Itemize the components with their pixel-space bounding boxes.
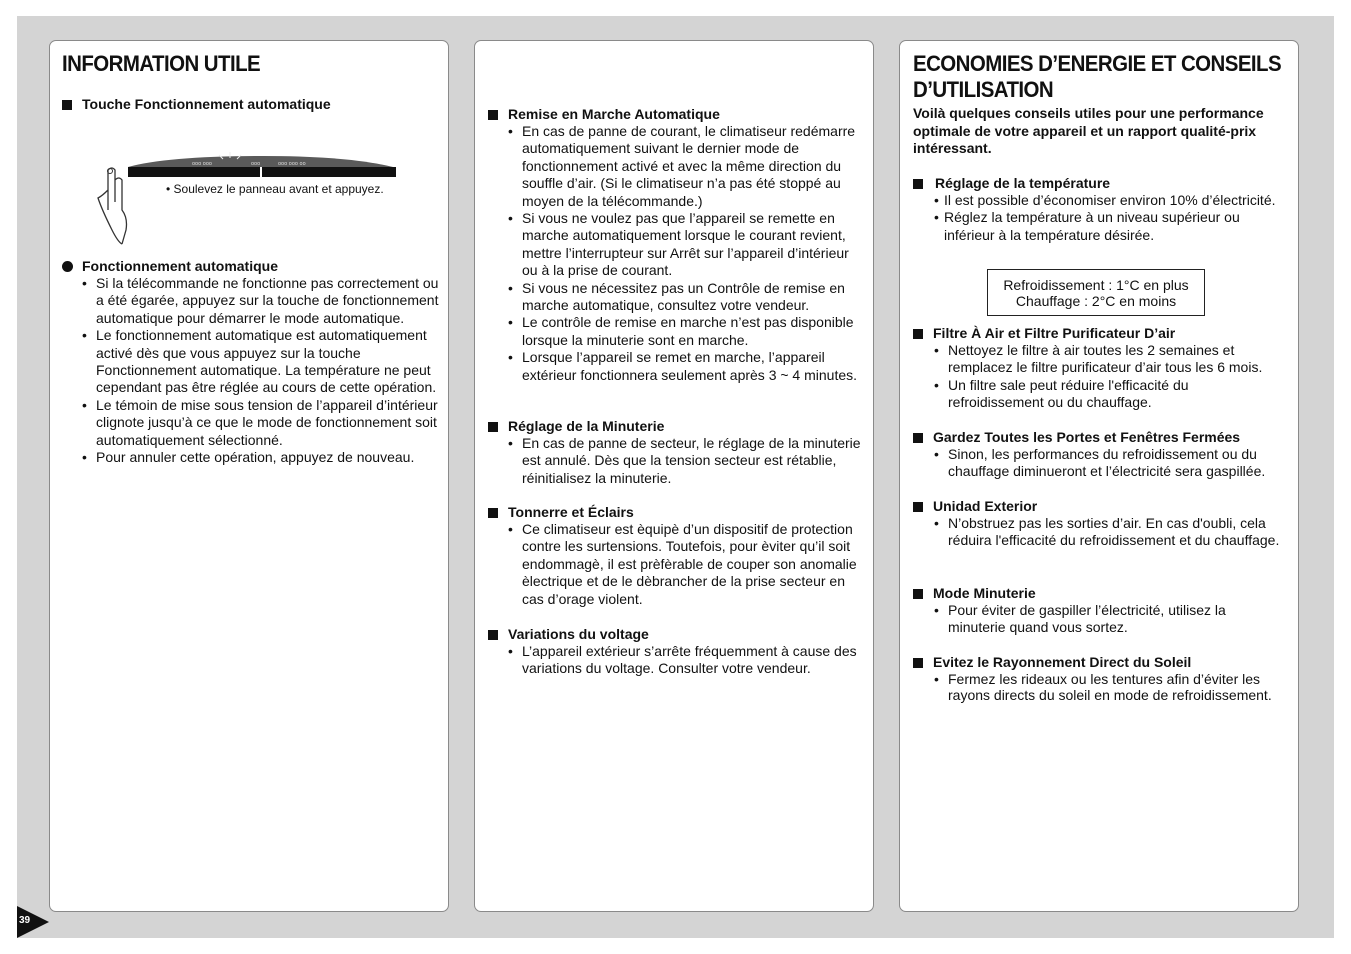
bullet-list [934, 671, 1286, 703]
list-item: • L’appareil extérieur s’arrête fréquemment à cause des variations du voltage. Consulter votre vendeur. [508, 643, 864, 678]
page-number-tab [17, 906, 49, 938]
list-item: • Lorsque l’appareil se remet en marche, l’appareil extérieur fonctionnera seulement après 3 ~ 4 minutes. [508, 349, 864, 384]
list-item: • Réglez la température à un niveau supérieur ou inférieur à la température désirée. [934, 209, 1284, 244]
section-heading: Unidad Exterior [913, 498, 1037, 515]
bullet-list [508, 435, 864, 487]
section-heading: Filtre À Air et Filtre Purificateur D’air [913, 325, 1175, 342]
page-title-line2: D’UTILISATION [913, 77, 1054, 102]
list-item: • Un filtre sale peut réduire l'efficacité du refroidissement ou du chauffage. [934, 377, 1286, 412]
page-number: 39 [19, 915, 31, 926]
svg-text:ooo ooo oo: ooo ooo oo [278, 161, 306, 167]
bullet-list [934, 515, 1286, 550]
section-heading: Fonctionnement automatique [62, 258, 278, 275]
list-item: • N’obstruez pas les sorties d’air. En cas d'oubli, cela réduira l'efficacité du refroidissement et du chauffage. [934, 515, 1286, 550]
section-heading: Evitez le Rayonnement Direct du Soleil [913, 654, 1191, 671]
bullet-list [508, 521, 864, 608]
svg-text:ooo: ooo [251, 161, 261, 167]
temperature-tip-box: Refroidissement : 1°C en plus Chauffage : 2°C en moins [987, 269, 1205, 316]
section-heading: Variations du voltage [488, 626, 649, 643]
list-item: • Pour annuler cette opération, appuyez de nouveau. [82, 449, 442, 466]
section-heading: Remise en Marche Automatique [488, 106, 720, 123]
list-item: • Si la télécommande ne fonctionne pas correctement ou a été égarée, appuyez sur la touche de fonctionnement automatique pour démarrer le mode automatique. [82, 275, 442, 327]
square-bullet-icon [488, 422, 498, 432]
list-item: • Si vous ne nécessitez pas un Contrôle de remise en marche automatique, consultez votre vendeur. [508, 280, 864, 315]
section-heading: Réglage de la température [913, 175, 1110, 192]
circle-bullet-icon [62, 261, 73, 272]
square-bullet-icon [913, 589, 923, 599]
page-title: ECONOMIES D’ENERGIE ET CONSEILS [913, 51, 1282, 76]
page-title: INFORMATION UTILE [62, 51, 261, 76]
square-bullet-icon [913, 502, 923, 512]
square-bullet-icon [488, 630, 498, 640]
list-item: • Pour éviter de gaspiller l’électricité, utilisez la minuterie quand vous sortez. [934, 602, 1286, 637]
section-heading: Touche Fonctionnement automatique [62, 96, 331, 113]
list-item: • Fermez les rideaux ou les tentures afin d’éviter les rayons directs du soleil en mode de refroidissement. [934, 671, 1286, 703]
list-item: • En cas de panne de secteur, le réglage de la minuterie est annulé. Dès que la tension secteur est rétablie, réinitialisez la minuterie. [508, 435, 864, 487]
square-bullet-icon [488, 110, 498, 120]
bullet-list [934, 192, 1284, 244]
svg-text:ooo ooo: ooo ooo [192, 161, 212, 167]
square-bullet-icon [913, 433, 923, 443]
bullet-list [82, 275, 442, 466]
list-item: • Sinon, les performances du refroidissement ou du chauffage diminueront et l’électricité sera gaspillée. [934, 446, 1286, 481]
figure-caption: • Soulevez le panneau avant et appuyez. [166, 182, 384, 196]
square-bullet-icon [488, 508, 498, 518]
list-item: • Le contrôle de remise en marche n’est pas disponible lorsque la minuterie sont en marche. [508, 314, 864, 349]
list-item: • Le témoin de mise sous tension de l’appareil d’intérieur clignote jusqu’à ce que le mode de fonctionnement soit automatiquement sélectionné. [82, 397, 442, 449]
list-item: • Ce climatiseur est èquipè d’un dispositif de protection contre les surtensions. Toutefois, pour èviter qu’il soit endommagè, il est prèfèrable de couper son anomalie èlectrique et de le dèbrancher de la prise secteur en cas d’orage violent. [508, 521, 864, 608]
bullet-list [934, 446, 1286, 481]
intro-text: Voilà quelques conseils utiles pour une performance optimale de votre appareil et un rapport qualité-prix intéressant. [913, 105, 1264, 156]
square-bullet-icon [913, 658, 923, 668]
bullet-list [508, 643, 864, 678]
bullet-list [508, 123, 864, 384]
bullet-list [934, 602, 1286, 637]
square-bullet-icon [913, 329, 923, 339]
list-item: • Si vous ne voulez pas que l’appareil se remette en marche automatiquement lorsque le courant revient, mettre l’interrupteur sur Arrêt sur l’appareil d’intérieur ou à la prise de courant. [508, 210, 864, 280]
section-heading: Réglage de la Minuterie [488, 418, 664, 435]
bullet-list [934, 342, 1286, 412]
square-bullet-icon [62, 100, 72, 110]
list-item: • Il est possible d’économiser environ 10% d’électricité. [934, 192, 1284, 209]
section-heading: Mode Minuterie [913, 585, 1036, 602]
section-heading: Gardez Toutes les Portes et Fenêtres Fermées [913, 429, 1240, 446]
list-item: • En cas de panne de courant, le climatiseur redémarre automatiquement suivant le dernier mode de fonctionnement activé et avec la même direction du souffle d’air. (Si le climatiseur n’a pas été stoppé au moyen de la télécommande.) [508, 123, 864, 210]
list-item: • Le fonctionnement automatique est automatiquement activé dès que vous appuyez sur la touche Fonctionnement automatique. La température ne peut cependant pas être réglée au cours de cette opération. [82, 327, 442, 397]
list-item: • Nettoyez le filtre à air toutes les 2 semaines et remplacez le filtre purificateur d’air tous les 6 mois. [934, 342, 1286, 377]
section-heading: Tonnerre et Éclairs [488, 504, 634, 521]
square-bullet-icon [913, 179, 923, 189]
